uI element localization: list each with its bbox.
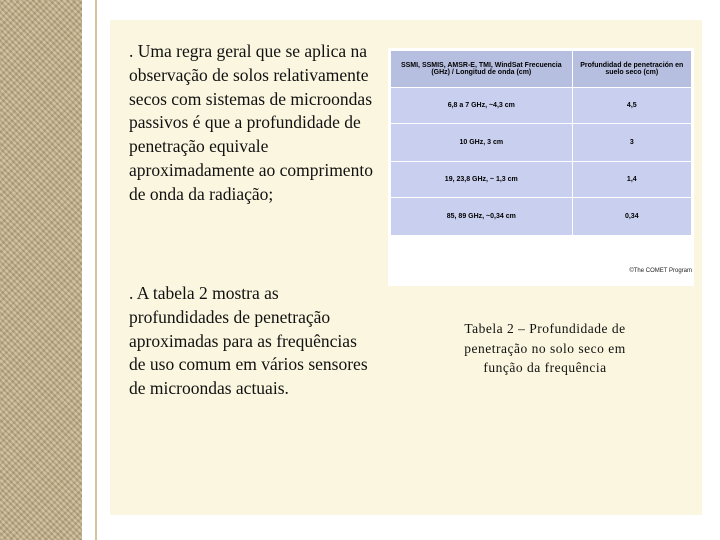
table-row	[391, 198, 692, 236]
table-cell-depth: 0,34	[572, 198, 691, 236]
table-cell-frequency: 6,8 a 7 GHz, ~4,3 cm	[391, 88, 573, 124]
table-row	[391, 124, 692, 162]
table-row	[391, 162, 692, 198]
table-header-frequency: SSMI, SSMIS, AMSR-E, TMI, WindSat Frecuencia (GHz) / Longitud de onda (cm)	[391, 51, 573, 88]
paragraph-table-intro: . A tabela 2 mostra as profundidades de penetração aproximadas para as frequências de uso comum em vários sensores de microondas actuais.	[129, 283, 368, 399]
table-header-row	[391, 51, 692, 88]
paragraph-rule-of-thumb: . Uma regra geral que se aplica na observação de solos relativamente secos com sistemas de microondas passivos é que a profundidade de penetração equivale aproximadamente ao comprimento de onda da radiação;	[129, 41, 373, 204]
table-header-depth: Profundidad de penetración en suelo seco (cm)	[572, 51, 691, 88]
penetration-table	[390, 50, 692, 236]
table-caption: Tabela 2 – Profundidade de penetração no solo seco em função da frequência	[464, 321, 626, 375]
table-cell-depth: 4,5	[572, 88, 691, 124]
table-cell-depth: 3	[572, 124, 691, 162]
table-cell-frequency: 85, 89 GHz, ~0,34 cm	[391, 198, 573, 236]
table-cell-depth: 1,4	[572, 162, 691, 198]
table-cell-frequency: 10 GHz, 3 cm	[391, 124, 573, 162]
table-row	[391, 88, 692, 124]
table-credit: ©The COMET Program	[629, 268, 692, 274]
vertical-divider	[95, 0, 97, 540]
table-cell-frequency: 19, 23,8 GHz, ~ 1,3 cm	[391, 162, 573, 198]
penetration-table-image	[388, 48, 694, 286]
decorative-texture-strip	[0, 0, 82, 540]
